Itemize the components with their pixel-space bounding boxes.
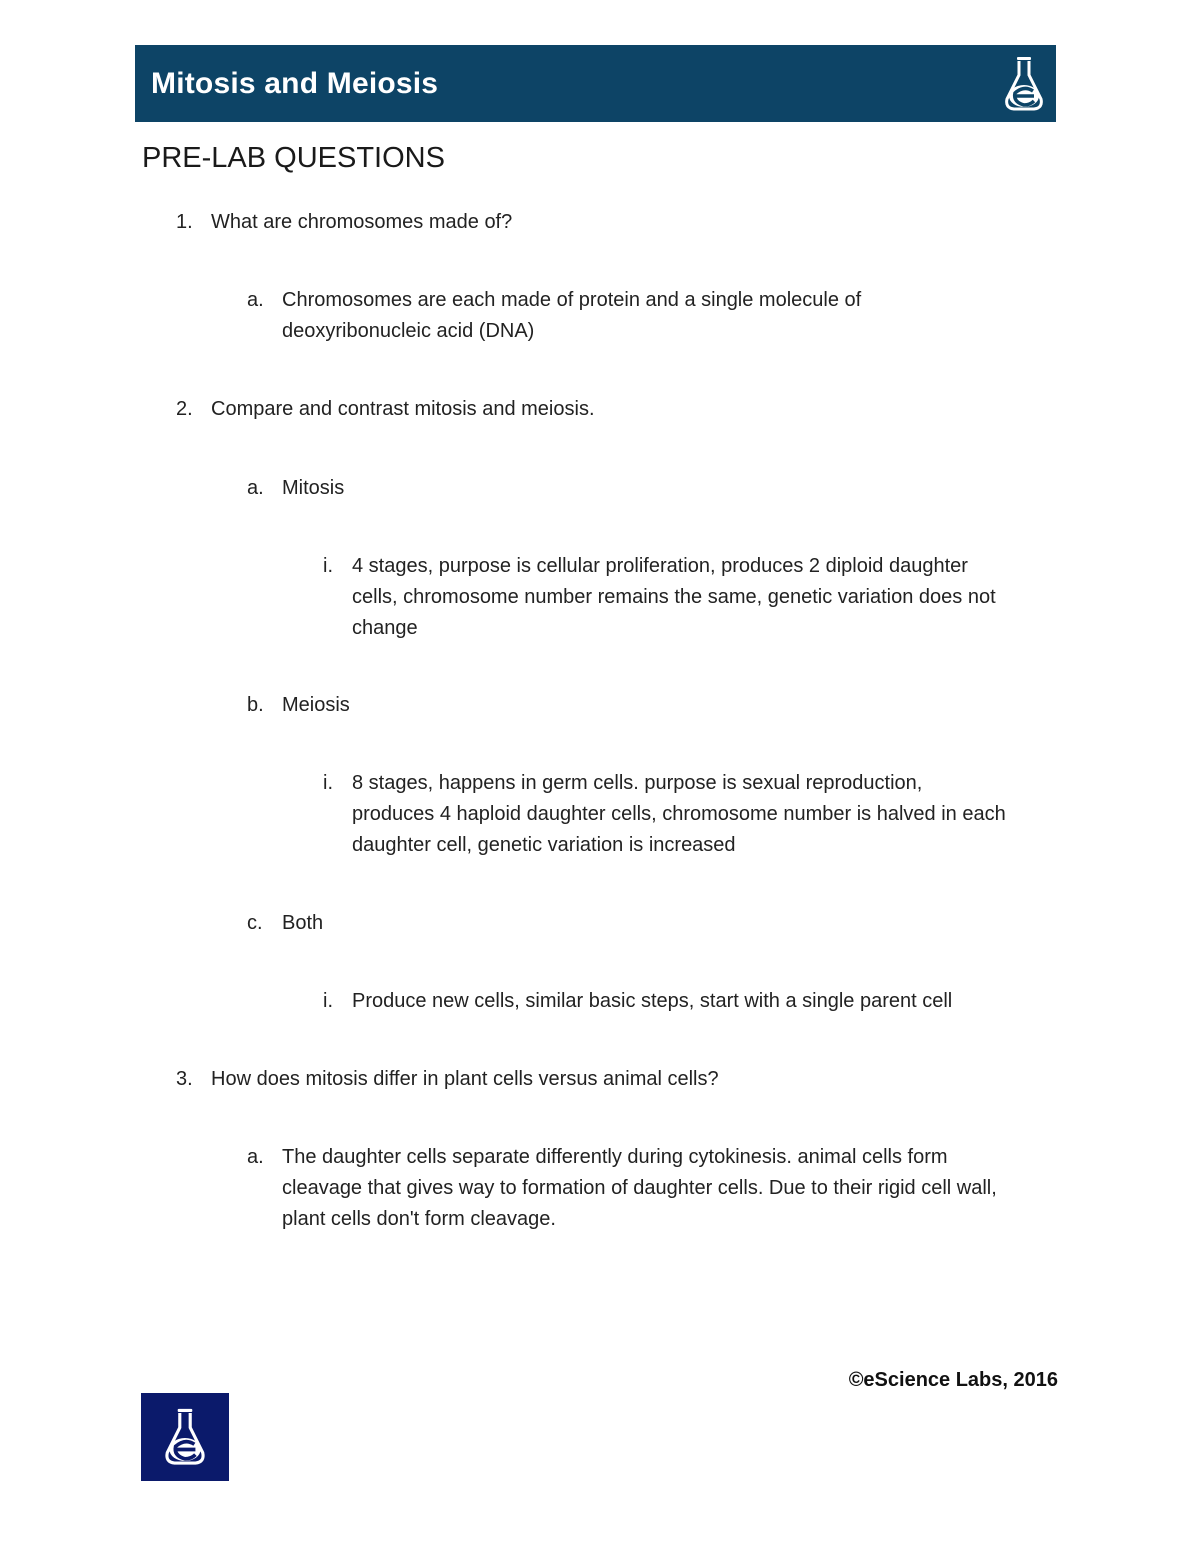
footer-logo — [141, 1393, 229, 1481]
question-number: 1. — [176, 211, 193, 233]
sub-answer-marker: i. — [323, 990, 333, 1012]
question-number: 2. — [176, 398, 193, 420]
sub-answer-line: Produce new cells, similar basic steps, start with a single parent cell — [352, 990, 953, 1012]
escience-flask-logo-icon — [1000, 55, 1048, 113]
answer-line: plant cells don't form cleavage. — [282, 1208, 556, 1230]
answer-marker: c. — [247, 912, 263, 934]
answer-marker: b. — [247, 694, 264, 716]
answer-line: deoxyribonucleic acid (DNA) — [282, 320, 535, 342]
answer-line: cleavage that gives way to formation of daughter cells. Due to their rigid cell wall, — [282, 1177, 997, 1199]
answer-marker: a. — [247, 477, 264, 499]
sub-answer-line: 8 stages, happens in germ cells. purpose is sexual reproduction, — [352, 772, 923, 794]
sub-answer-marker: i. — [323, 555, 333, 577]
answer-line: Both — [282, 912, 324, 934]
answer-line: The daughter cells separate differently during cytokinesis. animal cells form — [282, 1146, 948, 1168]
question-number: 3. — [176, 1068, 193, 1090]
answer-marker: a. — [247, 1146, 264, 1168]
sub-answer-line: 4 stages, purpose is cellular proliferation, produces 2 diploid daughter — [352, 555, 968, 577]
answer-line: Mitosis — [282, 477, 345, 499]
sub-answer-line: daughter cell, genetic variation is increased — [352, 834, 736, 856]
answer-line: Chromosomes are each made of protein and a single molecule of — [282, 289, 862, 311]
copyright-notice: ©eScience Labs, 2016 — [848, 1369, 1058, 1391]
sub-answer-line: produces 4 haploid daughter cells, chromosome number is halved in each — [352, 803, 1006, 825]
sub-answer-line: change — [352, 617, 418, 639]
document-title: Mitosis and Meiosis — [151, 67, 439, 100]
answer-line: Meiosis — [282, 694, 350, 716]
sub-answer-marker: i. — [323, 772, 333, 794]
question-text: How does mitosis differ in plant cells versus animal cells? — [211, 1068, 719, 1090]
sub-answer-line: cells, chromosome number remains the same, genetic variation does not — [352, 586, 996, 608]
section-title: PRE-LAB QUESTIONS — [142, 142, 445, 174]
header-bar — [135, 45, 1056, 122]
question-text: What are chromosomes made of? — [211, 211, 513, 233]
answer-marker: a. — [247, 289, 264, 311]
question-text: Compare and contrast mitosis and meiosis. — [211, 398, 595, 420]
escience-flask-logo-icon — [160, 1405, 210, 1469]
